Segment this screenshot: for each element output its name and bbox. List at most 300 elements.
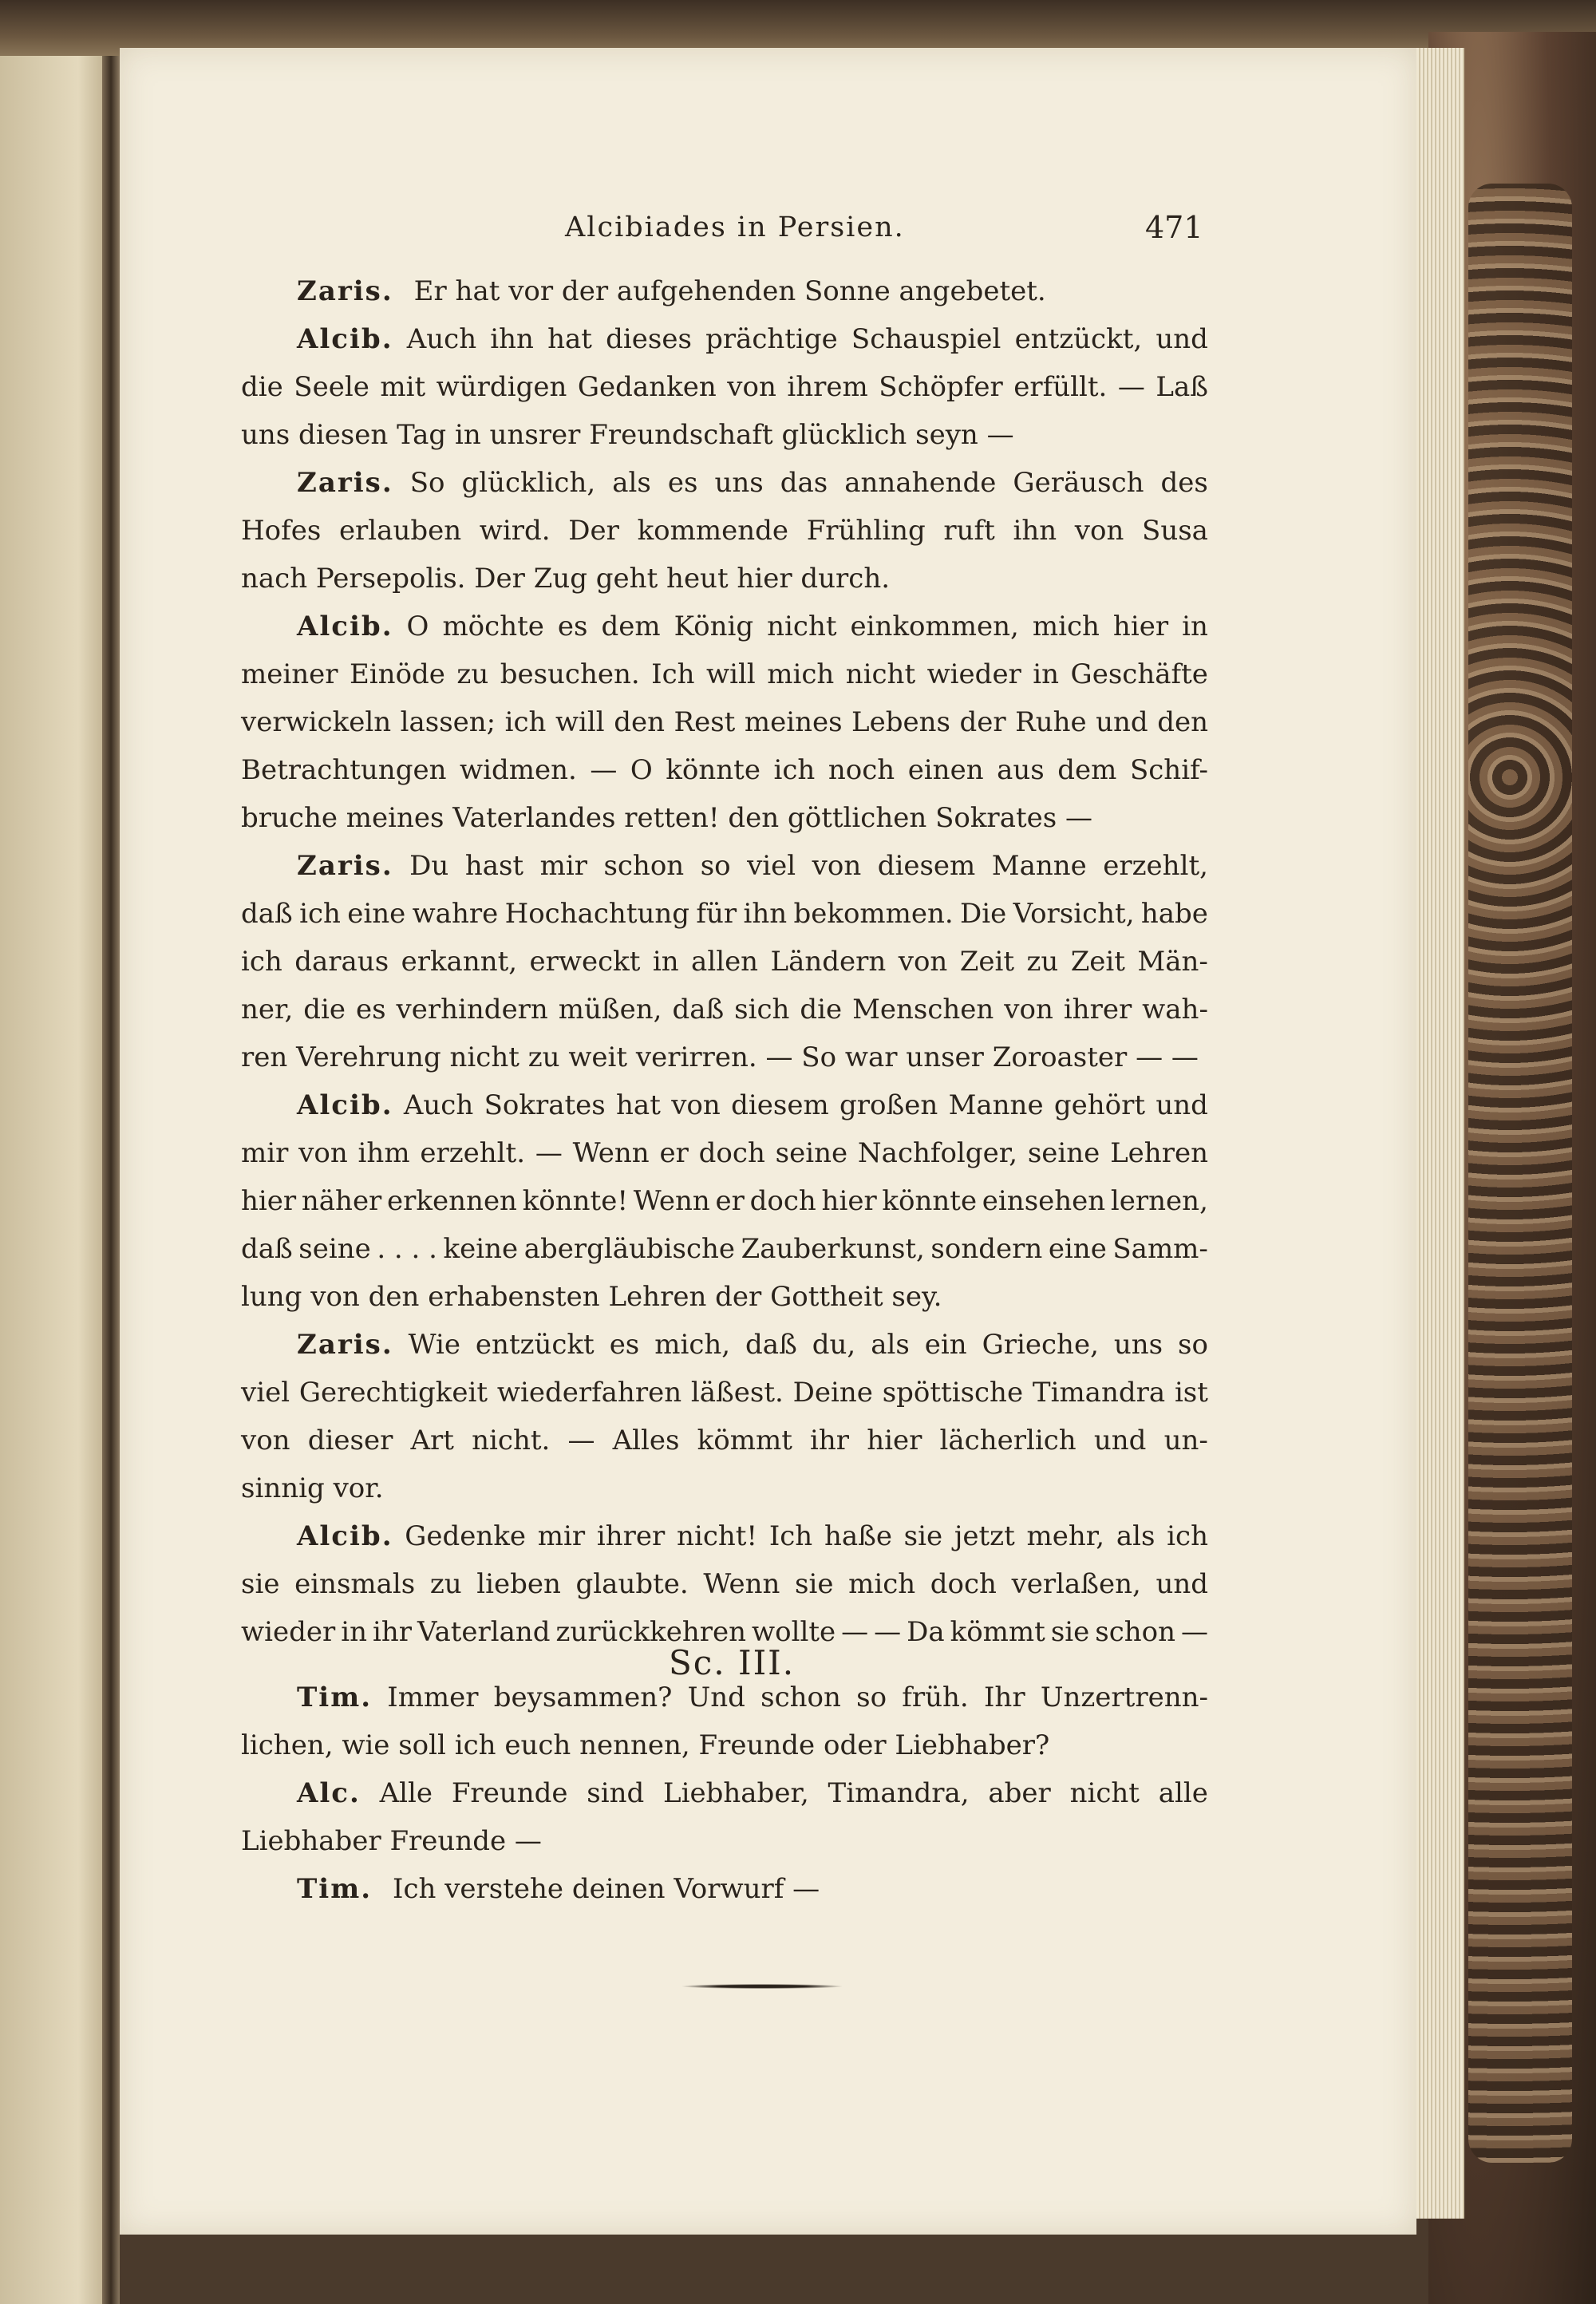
word: mir <box>537 1520 586 1552</box>
word: Liebhaber Freunde — <box>241 1825 542 1857</box>
word: noch <box>828 754 895 786</box>
speaker-label: Tim. <box>297 1682 373 1713</box>
word: schon <box>760 1682 841 1713</box>
word: Samm- <box>1112 1233 1208 1265</box>
text-line <box>241 1137 1208 1169</box>
word: erfüllt. <box>1013 371 1108 403</box>
word: König <box>674 611 754 642</box>
word: — <box>1181 1616 1208 1648</box>
word: Alle <box>379 1777 433 1809</box>
word: meiner <box>241 658 338 690</box>
word: aus <box>997 754 1045 786</box>
text-line <box>297 1089 1208 1121</box>
word: mich <box>767 658 835 690</box>
book-gutter <box>102 56 120 2304</box>
word: annahende <box>844 467 997 499</box>
word: alle <box>1158 1777 1208 1809</box>
word: Er hat vor der aufgehenden Sonne angebetet. <box>413 275 1046 307</box>
word: Hochachtung <box>504 898 690 930</box>
word: so <box>700 850 731 882</box>
scene-heading: Sc. III. <box>669 1643 796 1682</box>
word: wahre <box>412 898 499 930</box>
word: nicht! <box>677 1520 758 1552</box>
word: sie <box>1050 1616 1090 1648</box>
word: Wenn <box>572 1137 650 1169</box>
word: von <box>1074 515 1124 547</box>
word: den <box>1157 706 1208 738</box>
page-number: 471 <box>1145 210 1203 245</box>
word: ruft <box>943 515 995 547</box>
word: Manne <box>948 1089 1044 1121</box>
word: ist <box>1174 1377 1208 1409</box>
word: viel <box>747 850 796 882</box>
word: Ruhe <box>1015 706 1087 738</box>
text-line <box>241 994 1208 1026</box>
text-line <box>297 1875 820 1903</box>
word: von <box>298 1137 348 1169</box>
word: müßen, <box>558 994 662 1026</box>
word: Zauberkunst, <box>741 1233 925 1265</box>
word: erkennen <box>387 1185 517 1217</box>
word: ein <box>924 1329 967 1361</box>
word: glücklich, <box>461 467 596 499</box>
word: von <box>671 1089 721 1121</box>
word: ihr <box>810 1425 850 1456</box>
word: nicht <box>845 658 916 690</box>
word: hat <box>547 323 592 355</box>
word: spöttische <box>882 1377 1024 1409</box>
word: Gerechtigkeit <box>298 1377 488 1409</box>
word: und <box>1093 1425 1147 1456</box>
word: Hofes <box>241 515 322 547</box>
word: ihn <box>490 323 534 355</box>
text-line <box>241 1825 542 1857</box>
word: Einöde <box>349 658 445 690</box>
speaker-label: Alcib. <box>297 1520 393 1552</box>
text-line <box>241 706 1208 738</box>
word: kömmt <box>950 1616 1045 1648</box>
word: Vaterland <box>417 1616 551 1648</box>
word: erlauben <box>338 515 462 547</box>
word: sie <box>241 1568 280 1600</box>
word: hier <box>1112 611 1169 642</box>
word: in <box>652 946 679 978</box>
word: beysammen? <box>493 1682 673 1713</box>
word: ich <box>1167 1520 1208 1552</box>
word: Schif- <box>1129 754 1208 786</box>
word: es <box>667 467 698 499</box>
word: seine <box>775 1137 848 1169</box>
word: Ländern <box>770 946 887 978</box>
text-line <box>241 1427 1208 1454</box>
word: gehört <box>1053 1089 1146 1121</box>
word: verlaßen, <box>1011 1568 1141 1600</box>
word: könnte! <box>522 1185 629 1217</box>
word: zu <box>429 1568 462 1600</box>
word: als <box>1116 1520 1156 1552</box>
word: Frühling <box>806 515 926 547</box>
text-line <box>241 1377 1208 1409</box>
word: Timandra <box>1032 1377 1166 1409</box>
text-line <box>241 421 1014 449</box>
word: dem <box>601 611 661 642</box>
word: nicht. <box>472 1425 551 1456</box>
word: ihrer <box>1063 994 1132 1026</box>
word: Deine <box>792 1377 873 1409</box>
word: von <box>1004 994 1053 1026</box>
word: Sokrates <box>484 1089 606 1121</box>
word: schon <box>603 850 685 882</box>
word: lichen, wie soll ich euch nennen, Freunde oder Liebhaber? <box>241 1729 1050 1761</box>
text-line <box>297 613 1208 640</box>
word: Susa <box>1142 515 1208 547</box>
word: Lehren <box>1110 1137 1208 1169</box>
word: kömmt <box>697 1425 792 1456</box>
word: doch <box>749 1185 816 1217</box>
word: mir <box>241 1137 289 1169</box>
word: ich <box>299 898 341 930</box>
word: du, <box>812 1329 856 1361</box>
speaker-label: Alcib. <box>297 323 393 355</box>
word: erzehlt, <box>1103 850 1208 882</box>
word: verwickeln <box>241 706 392 738</box>
word: Timandra, <box>828 1777 970 1809</box>
word: ich <box>504 706 547 738</box>
word: lung von den erhabensten Lehren der Gottheit sey. <box>241 1281 942 1313</box>
word: hast <box>464 850 524 882</box>
word: von <box>898 946 948 978</box>
word: uns <box>714 467 764 499</box>
word: dieses <box>606 323 692 355</box>
word: von <box>727 371 776 403</box>
word: erzehlt. <box>420 1137 526 1169</box>
marbled-endpaper <box>1468 184 1572 2163</box>
word: daraus <box>294 946 389 978</box>
word: so <box>856 1682 887 1713</box>
word: doch <box>698 1137 765 1169</box>
word: Ich <box>768 1520 813 1552</box>
word: seine <box>298 1233 371 1265</box>
word: läßest. <box>690 1377 784 1409</box>
word: Zeit <box>959 946 1015 978</box>
text-line <box>241 1185 1208 1217</box>
text-line <box>241 515 1208 547</box>
word: Unzertrenn- <box>1040 1682 1208 1713</box>
word: viel <box>241 1377 290 1409</box>
word: so <box>1178 1329 1208 1361</box>
facing-page-edge <box>0 56 112 2304</box>
word: verhindern <box>396 994 548 1026</box>
text-line <box>241 1281 942 1313</box>
word: meines <box>744 706 843 738</box>
word: wieder <box>241 1616 336 1648</box>
word: dieser <box>307 1425 393 1456</box>
word: würdigen <box>436 371 567 403</box>
word: ihrer <box>596 1520 666 1552</box>
word: — <box>590 754 618 786</box>
word: des <box>1160 467 1208 499</box>
word: Da <box>907 1616 945 1648</box>
word: kommende <box>637 515 789 547</box>
text-line <box>297 323 1208 355</box>
word: uns diesen Tag in unsrer Freundschaft glücklich seyn — <box>241 419 1014 451</box>
word: haße <box>824 1520 892 1552</box>
word: hier <box>867 1425 922 1456</box>
word: er <box>715 1185 745 1217</box>
word: erkannt, <box>401 946 518 978</box>
word: So <box>409 467 445 499</box>
word: wah- <box>1142 994 1208 1026</box>
word: Grieche, <box>982 1329 1099 1361</box>
speaker-label: Zaris. <box>297 275 393 307</box>
word: jetzt <box>954 1520 1015 1552</box>
word: keine <box>443 1233 519 1265</box>
word: Ich verstehe deinen Vorwurf — <box>393 1873 820 1905</box>
word: in <box>341 1616 368 1648</box>
word: Die <box>960 898 1007 930</box>
word: ich <box>241 946 282 978</box>
word: einsmals <box>294 1568 416 1600</box>
word: Seele <box>294 371 369 403</box>
word: nicht <box>1069 1777 1140 1809</box>
word: nach Persepolis. Der Zug geht heut hier durch. <box>241 563 891 595</box>
word: und <box>1156 323 1208 355</box>
word: Art <box>410 1425 454 1456</box>
word: Alles <box>612 1425 680 1456</box>
word: als <box>612 467 651 499</box>
word: O <box>630 754 653 786</box>
word: Freunde <box>451 1777 568 1809</box>
text-line <box>241 1472 384 1504</box>
word: Schauspiel <box>851 323 1001 355</box>
word: wiederfahren <box>496 1377 682 1409</box>
word: daß <box>745 1329 797 1361</box>
word: mich, <box>654 1329 731 1361</box>
word: ihn <box>743 898 788 930</box>
word: zu <box>1026 946 1059 978</box>
word: ner, <box>241 994 294 1026</box>
word: wieder <box>926 658 1021 690</box>
text-line <box>241 1729 1050 1761</box>
word: sinnig vor. <box>241 1472 384 1504</box>
word: Ihr <box>983 1682 1025 1713</box>
speaker-label: Zaris. <box>297 1329 393 1361</box>
word: und <box>1156 1568 1208 1600</box>
word: eine <box>1048 1233 1107 1265</box>
word: näher <box>301 1185 382 1217</box>
word: Schöpfer <box>879 371 1003 403</box>
word: zurückkehren <box>555 1616 747 1648</box>
word: Betrachtungen <box>241 754 447 786</box>
word: ich <box>773 754 816 786</box>
word: hier <box>241 1185 297 1217</box>
word: will <box>555 706 605 738</box>
text-line <box>241 658 1208 690</box>
word: Geräusch <box>1013 467 1144 499</box>
word: Du <box>409 850 449 882</box>
word: wird. <box>479 515 551 547</box>
word: mir <box>539 850 587 882</box>
word: entzückt, <box>1014 323 1143 355</box>
word: hat <box>616 1089 661 1121</box>
word: Laß <box>1156 371 1208 403</box>
word: lieben <box>476 1568 561 1600</box>
word: einsehen <box>982 1185 1106 1217</box>
word: uns <box>1113 1329 1163 1361</box>
word: Ich <box>651 658 695 690</box>
text-line <box>241 1618 1208 1646</box>
word: mich <box>1032 611 1100 642</box>
word: Zeit <box>1070 946 1125 978</box>
word: lernen, <box>1110 1185 1208 1217</box>
text-line <box>241 1041 1199 1073</box>
word: er <box>659 1137 689 1169</box>
word: — <box>874 1616 902 1648</box>
word: Wie <box>408 1329 460 1361</box>
word: . . . . <box>377 1233 437 1265</box>
text-line <box>297 467 1208 499</box>
word: Wenn <box>633 1185 710 1217</box>
speaker-label: Alcib. <box>297 611 393 642</box>
word: Vorsicht, <box>1013 898 1135 930</box>
word: diesem <box>731 1089 829 1121</box>
word: besuchen. <box>500 658 640 690</box>
word: die <box>241 371 283 403</box>
word: diesem <box>877 850 976 882</box>
word: ihm <box>358 1137 410 1169</box>
word: Auch <box>403 1089 474 1121</box>
word: lassen; <box>400 706 496 738</box>
word: möchte <box>442 611 544 642</box>
word: sind <box>587 1777 645 1809</box>
word: un- <box>1163 1425 1208 1456</box>
word: schon <box>1095 1616 1176 1648</box>
end-ornament-rule <box>682 1984 842 1989</box>
word: hier <box>821 1185 877 1217</box>
word: mich <box>848 1568 916 1600</box>
word: es <box>609 1329 640 1361</box>
text-line <box>241 946 1208 978</box>
word: in <box>1182 611 1208 642</box>
word: Wenn <box>703 1568 780 1600</box>
word: doch <box>930 1568 997 1600</box>
text-line <box>297 1520 1208 1552</box>
word: ihrem <box>787 371 868 403</box>
word: — <box>1117 371 1145 403</box>
text-line <box>297 1329 1208 1361</box>
word: sondern <box>930 1233 1043 1265</box>
word: in <box>1033 658 1060 690</box>
word: von <box>812 850 862 882</box>
text-line <box>241 563 891 595</box>
word: daß <box>241 898 293 930</box>
word: früh. <box>902 1682 969 1713</box>
word: als <box>871 1329 910 1361</box>
word: einen <box>907 754 984 786</box>
word: die <box>303 994 346 1026</box>
text-line <box>297 850 1208 882</box>
word: bruche meines Vaterlandes retten! den göttlichen Sokrates — <box>241 802 1092 834</box>
word: könnte <box>882 1185 978 1217</box>
word: Lebens <box>851 706 950 738</box>
word: Nachfolger, <box>857 1137 1018 1169</box>
word: es <box>557 611 588 642</box>
running-head: Alcibiades in Persien. <box>565 211 905 243</box>
word: Der <box>568 515 619 547</box>
word: Und <box>687 1682 745 1713</box>
word: prächtige <box>705 323 838 355</box>
word: bekommen. <box>793 898 954 930</box>
word: Manne <box>991 850 1087 882</box>
word: O <box>406 611 429 642</box>
word: sie <box>795 1568 834 1600</box>
word: entzückt <box>475 1329 595 1361</box>
word: widmen. <box>460 754 577 786</box>
speaker-label: Alc. <box>297 1777 361 1809</box>
word: Gedenke <box>405 1520 527 1552</box>
word: Rest <box>674 706 736 738</box>
text-line <box>241 804 1092 832</box>
text-line <box>241 1568 1208 1600</box>
word: sich <box>734 994 790 1026</box>
text-line <box>297 275 1046 307</box>
word: Liebhaber, <box>663 1777 809 1809</box>
word: — <box>567 1425 595 1456</box>
word: die <box>800 994 843 1026</box>
word: — <box>841 1616 869 1648</box>
speaker-label: Zaris. <box>297 850 393 882</box>
text-line <box>241 373 1208 401</box>
speaker-label: Alcib. <box>297 1089 393 1121</box>
word: abergläubische <box>523 1233 736 1265</box>
text-line <box>297 1777 1208 1809</box>
text-line <box>241 898 1208 930</box>
speaker-label: Tim. <box>297 1873 373 1905</box>
word: eine <box>347 898 406 930</box>
word: Geschäfte <box>1070 658 1208 690</box>
word: ren Verehrung nicht zu weit verirren. — So war unser Zoroaster — — <box>241 1041 1199 1073</box>
word: Gedanken <box>577 371 717 403</box>
word: ihr <box>373 1616 413 1648</box>
word: der <box>959 706 1006 738</box>
word: erweckt <box>529 946 641 978</box>
word: daß <box>241 1233 293 1265</box>
word: seine <box>1027 1137 1100 1169</box>
word: daß <box>672 994 725 1026</box>
word: dem <box>1057 754 1117 786</box>
word: einkommen, <box>850 611 1019 642</box>
word: Auch <box>406 323 477 355</box>
word: allen <box>691 946 759 978</box>
word: ihn <box>1013 515 1057 547</box>
word: aber <box>988 1777 1051 1809</box>
word: lächerlich <box>939 1425 1077 1456</box>
text-line <box>241 754 1208 786</box>
word: das <box>780 467 828 499</box>
word: großen <box>839 1089 938 1121</box>
word: den <box>614 706 665 738</box>
word: — <box>535 1137 563 1169</box>
speaker-label: Zaris. <box>297 467 393 499</box>
word: Menschen <box>852 994 994 1026</box>
word: und <box>1156 1089 1208 1121</box>
word: mehr, <box>1026 1520 1105 1552</box>
word: Immer <box>387 1682 479 1713</box>
word: könnte <box>666 754 760 786</box>
word: mit <box>380 371 426 403</box>
word: glaubte. <box>575 1568 689 1600</box>
word: habe <box>1140 898 1208 930</box>
